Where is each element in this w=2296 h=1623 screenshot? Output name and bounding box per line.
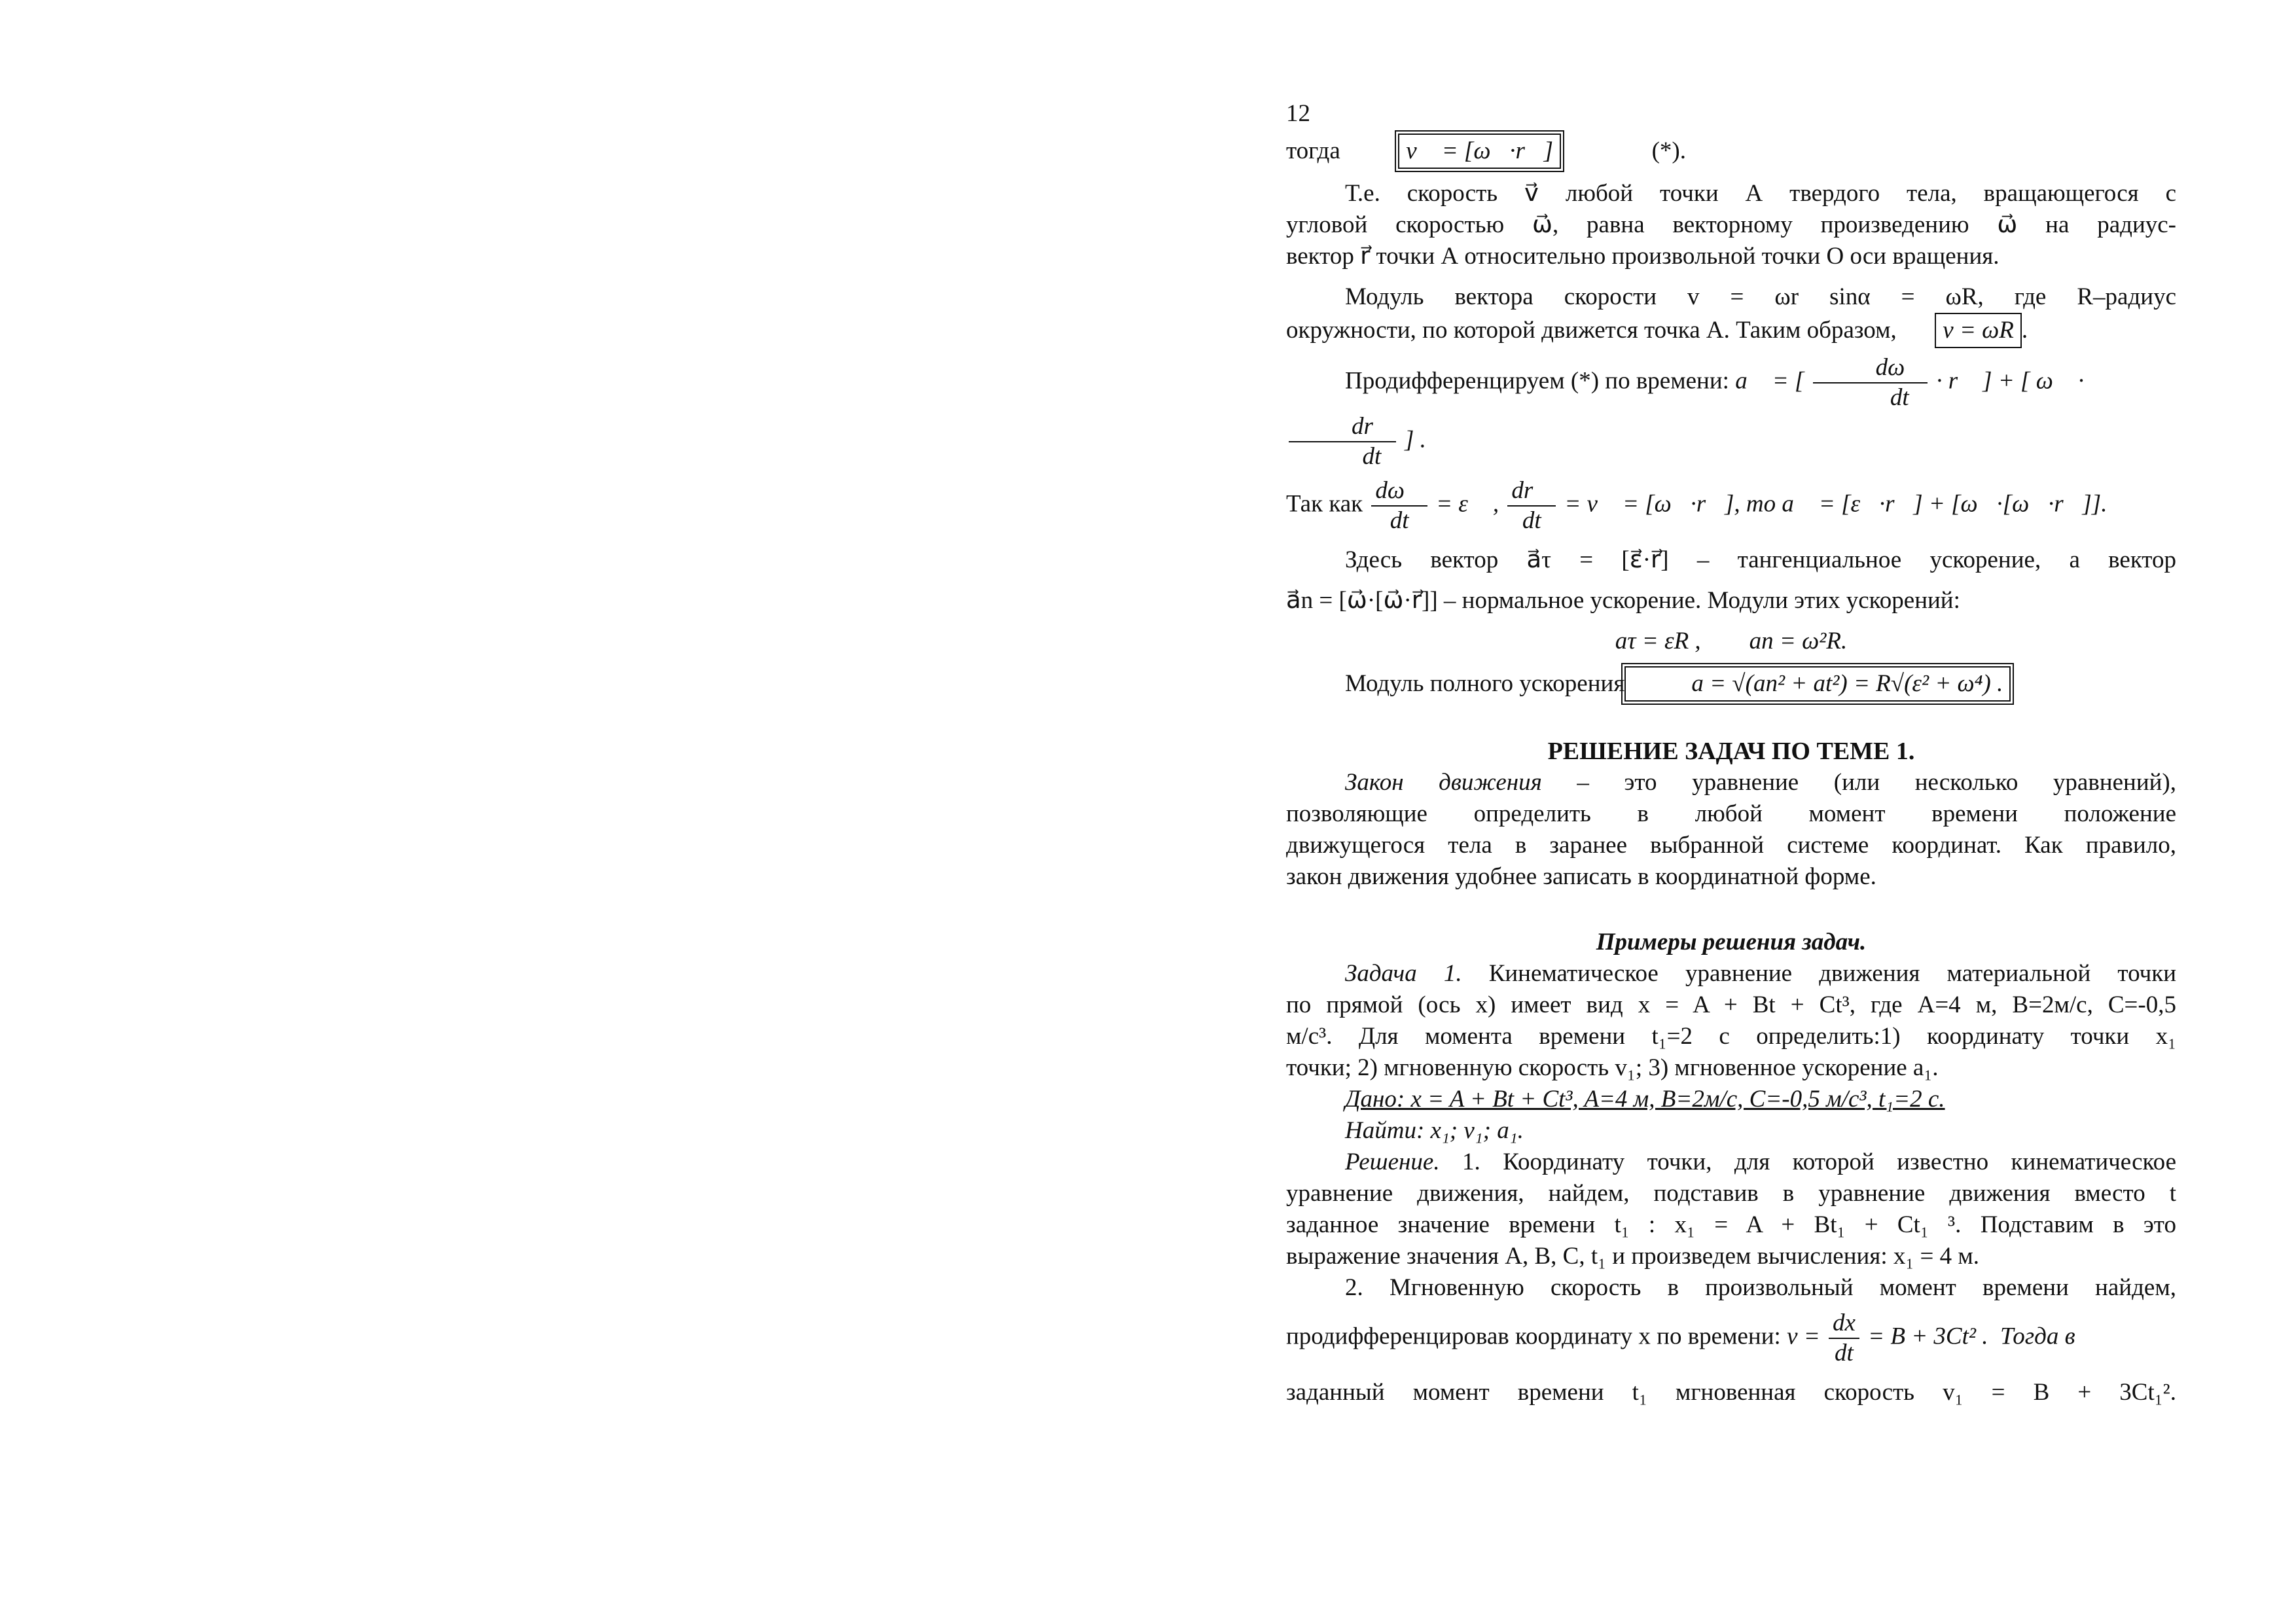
paragraph-line (1286, 313, 2176, 348)
formula-segment: = v⃗ = [ω⃗·r⃗], то a⃗ = [ε⃗·r⃗] + [ω⃗·[ω⃗·r⃗]]. (1564, 490, 2108, 518)
boxed-formula-total-acceleration: a = √(an² + at²) = R√(ε² + ω⁴) . (1624, 666, 2011, 702)
italic-term: Закон движения (1345, 769, 1542, 796)
paragraph-line (1286, 767, 2176, 798)
fraction-denominator: dt (1390, 507, 1409, 534)
paragraph-line: Модуль вектора скорости v = ωr sinα = ωR, где R–радиус (1345, 283, 2176, 310)
boxed-formula-speed: v = ωR (1935, 313, 2022, 348)
fraction-denominator: dt (1890, 384, 1909, 411)
text-segment: Кинематическое уравнение движения материальной точки (1462, 960, 2176, 987)
italic-term: Найти (1345, 1117, 1416, 1144)
fraction-numerator: dω⃗ (1813, 353, 1928, 383)
text-segment: : x₁; v₁; a₁. (1416, 1117, 1524, 1144)
paragraph-line: выражение значения А, В, С, t₁ и произведем вычисления: x₁ = 4 м. (1286, 1243, 1980, 1270)
paragraph-line: движущегося тела в заранее выбранной системе координат. Как правило, (1286, 832, 2176, 859)
italic-term: Задача 1. (1345, 960, 1462, 987)
fraction-denominator: dt (1522, 507, 1541, 534)
examples-heading: Примеры решения задач. (1596, 929, 1867, 955)
paragraph-line: по прямой (ось x) имеет вид x = A + Bt + Ct³, где A=4 м, B=2м/с, C=-0,5 (1286, 991, 2176, 1018)
text-segment: окружности, по которой движется точка А. Таким образом, (1286, 317, 1897, 344)
bracket: [ (1794, 367, 1804, 395)
formula-segment: ] . (1404, 426, 1426, 454)
fraction-numerator: dr⃗ (1289, 412, 1396, 442)
paragraph-line (1286, 1147, 2176, 1178)
text-segment: . (2021, 317, 2028, 344)
paragraph-line: Т.е. скорость v⃗ любой точки А твердого тела, вращающегося с (1345, 180, 2176, 207)
fraction-denominator: dt (1835, 1340, 1854, 1366)
document-page (1286, 98, 2176, 1408)
paragraph-line (1286, 958, 2176, 990)
paragraph-line: точки; 2) мгновенную скорость v₁; 3) мгновенное ускорение a₁. (1286, 1054, 1939, 1081)
given-text: Дано: x = A + Bt + Ct³, A=4 м, B=2м/с, C=-0,5 м/с³, t₁=2 с. (1345, 1086, 1945, 1113)
paragraph-line: 2. Мгновенную скорость в произвольный момент времени найдем, (1345, 1274, 2176, 1301)
formula-segment: a⃗ = (1735, 367, 1789, 395)
italic-term: Решение. (1345, 1149, 1440, 1175)
total-acceleration-line (1286, 666, 2176, 702)
formula-segment: = B + 3Ct² . Тогда в (1868, 1323, 2075, 1350)
paragraph-line: вектор r⃗ точки А относительно произвольной точки О оси вращения. (1286, 243, 2000, 270)
fraction (1507, 476, 1556, 535)
paragraph-line: заданный момент времени t₁ мгновенная скорость v₁ = B + 3Ct₁². (1286, 1379, 2176, 1406)
fraction-denominator: dt (1362, 443, 1382, 470)
paragraph-line: заданное значение времени t₁ : x₁ = A + Bt₁ + Ct₁ ³. Подставим в это (1286, 1211, 2176, 1238)
paragraph-line: угловой скоростью ω⃗, равна векторному произведению ω⃗ на радиус- (1286, 211, 2176, 238)
fraction (1289, 412, 1396, 471)
paragraph-line: a⃗n = [ω⃗·[ω⃗·r⃗]] – нормальное ускорение. Модули этих ускорений: (1286, 587, 1960, 614)
find-line (1286, 1115, 2176, 1147)
page-number: 12 (1286, 100, 1310, 127)
since-line (1286, 476, 2176, 535)
text-segment: продифференцировав координату x по времени: (1286, 1323, 1781, 1350)
derivative-line (1286, 1309, 2176, 1368)
fraction-numerator: dr⃗ (1507, 476, 1556, 507)
text-segment: 1. Координату точки, для которой известно кинематическое (1439, 1149, 2176, 1175)
fraction (1829, 1309, 1859, 1368)
fraction (1371, 476, 1427, 535)
formula-segment: = ε⃗ , (1436, 490, 1499, 518)
differentiation-line (1286, 353, 2176, 471)
given-line (1286, 1084, 2176, 1115)
paragraph-line: Здесь вектор a⃗τ = [ε⃗·r⃗] – тангенциальное ускорение, а вектор (1345, 546, 2176, 573)
section-heading: РЕШЕНИЕ ЗАДАЧ ПО ТЕМЕ 1. (1547, 738, 1915, 765)
text-lead: тогда (1286, 137, 1340, 164)
formula-segment: v = (1787, 1323, 1820, 1350)
paragraph-line: позволяющие определить в любой момент времени положение (1286, 800, 2176, 827)
paragraph-line: м/с³. Для момента времени t₁=2 с определить:1) координату точки x₁ (1286, 1023, 2176, 1050)
fraction-numerator: dω⃗ (1371, 476, 1427, 507)
text-segment: Так как (1286, 490, 1363, 518)
text-segment: Модуль полного ускорения (1345, 670, 1625, 697)
text-segment: Продифференцируем (*) по времени: (1345, 367, 1729, 395)
text-segment: – это уравнение (или несколько уравнений), (1541, 769, 2176, 796)
accelerations-formula: aτ = εR , an = ω²R. (1615, 628, 1848, 654)
formula-line-velocity (1286, 134, 2176, 169)
paragraph-line: закон движения удобнее записать в координатной форме. (1286, 863, 1876, 890)
formula-segment: · r⃗ ] + [ ω⃗ · (1936, 367, 2085, 395)
equation-tag: (*). (1651, 137, 1686, 164)
fraction (1813, 353, 1928, 412)
boxed-formula-velocity: v⃗ = [ω⃗·r⃗] (1398, 134, 1561, 169)
fraction-numerator: dx (1829, 1309, 1859, 1339)
paragraph-line: уравнение движения, найдем, подставив в уравнение движения вместо t (1286, 1180, 2176, 1207)
